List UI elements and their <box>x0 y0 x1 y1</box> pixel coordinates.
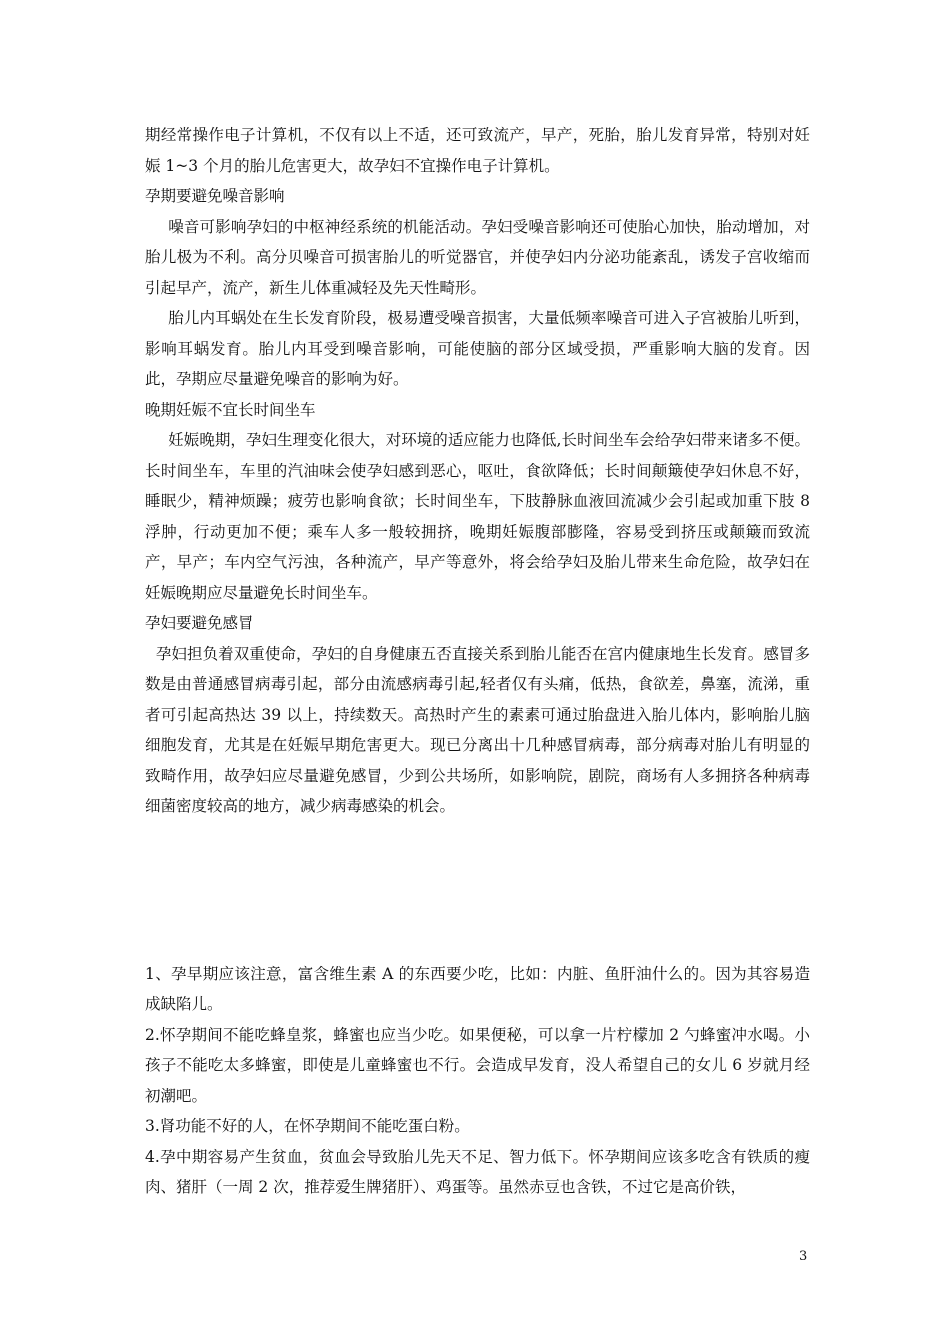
heading-avoid-long-car-rides: 晚期妊娠不宜长时间坐车 <box>145 400 316 419</box>
list-item-protein-powder: 3.肾功能不好的人，在怀孕期间不能吃蛋白粉。 <box>145 1117 470 1135</box>
paragraph-fetal-hearing: 胎儿内耳蜗处在生长发育阶段，极易遭受噪音损害，大量低频率噪音可进入子宫被胎儿听到，影响耳蜗发育。胎儿内耳受到噪音影响，可能使脑的部分区域受损，严重影响大脑的发育。因此，孕期应尽量避免噪音的影响为好。 <box>145 309 810 388</box>
list-item-anemia-iron: 4.孕中期容易产生贫血，贫血会导致胎儿先天不足、智力低下。怀孕期间应该多吃含有铁质的瘦肉、猪肝（一周 2 次，推荐爱生牌猪肝）、鸡蛋等。虽然赤豆也含铁，不过它是高价铁， <box>145 1147 810 1196</box>
section-spacer <box>145 822 810 959</box>
paragraph-car-ride-risks: 妊娠晚期，孕妇生理变化很大，对环境的适应能力也降低,长时间坐车会给孕妇带来诸多不便。长时间坐车，车里的汽油味会使孕妇感到恶心，呕吐，食欲降低；长时间颠簸使孕妇休息不好，睡眠少，精神烦躁；疲劳也影响食欲；长时间坐车，下肢静脉血液回流减少会引起或加重下肢 8 浮肿，行动更加不便；乘车人多一般较拥挤，晚期妊娠腹部膨隆，容易受到挤压或颠簸而致流产，早产；车内空气污浊，各种流产，早产等意外，将会给孕妇及胎儿带来生命危险，故孕妇在妊娠晚期应尽量避免长时间坐车。 <box>145 431 810 602</box>
list-item-royal-jelly-honey: 2.怀孕期间不能吃蜂皇浆，蜂蜜也应当少吃。如果便秘，可以拿一片柠檬加 2 勺蜂蜜冲水喝。小孩子不能吃太多蜂蜜，即使是儿童蜂蜜也不行。会造成早发育，没人希望自己的女儿 6 岁就月经初潮吧。 <box>145 1025 810 1105</box>
heading-avoid-cold: 孕妇要避免感冒 <box>145 614 254 632</box>
list-item-vitamin-a: 1、孕早期应该注意，富含维生素 A 的东西要少吃，比如：内脏、鱼肝油什么的。因为其容易造成缺陷儿。 <box>145 964 810 1013</box>
paragraph-noise-effects: 噪音可影响孕妇的中枢神经系统的机能活动。孕妇受噪音影响还可使胎心加快，胎动增加，对胎儿极为不利。高分贝噪音可损害胎儿的听觉器官，并使孕妇内分泌功能紊乱，诱发子宫收缩而引起早产，流产，新生儿体重减轻及先天性畸形。 <box>145 217 810 297</box>
document-body <box>145 120 810 1203</box>
page-number: 3 <box>799 1249 808 1264</box>
heading-avoid-noise: 孕期要避免噪音影响 <box>145 187 285 205</box>
paragraph-computer-continued: 期经常操作电子计算机，不仅有以上不适，还可致流产，早产，死胎，胎儿发育异常，特别对妊娠 1~3 个月的胎儿危害更大，故孕妇不宜操作电子计算机。 <box>145 126 810 175</box>
paragraph-cold-risks: 孕妇担负着双重使命，孕妇的自身健康五否直接关系到胎儿能否在宫内健康地生长发育。感冒多数是由普通感冒病毒引起，部分由流感病毒引起,轻者仅有头痛，低热，食欲差，鼻塞，流涕，重者可引起高热达 39 以上，持续数天。高热时产生的素素可通过胎盘进入胎儿体内，影响胎儿脑细胞发育，尤其是在妊娠早期危害更大。现已分离出十几种感冒病毒，部分病毒对胎儿有明显的致畸作用，故孕妇应尽量避免感冒，少到公共场所，如影响院，剧院，商场有人多拥挤各种病毒细菌密度较高的地方，减少病毒感染的机会。 <box>145 644 810 815</box>
